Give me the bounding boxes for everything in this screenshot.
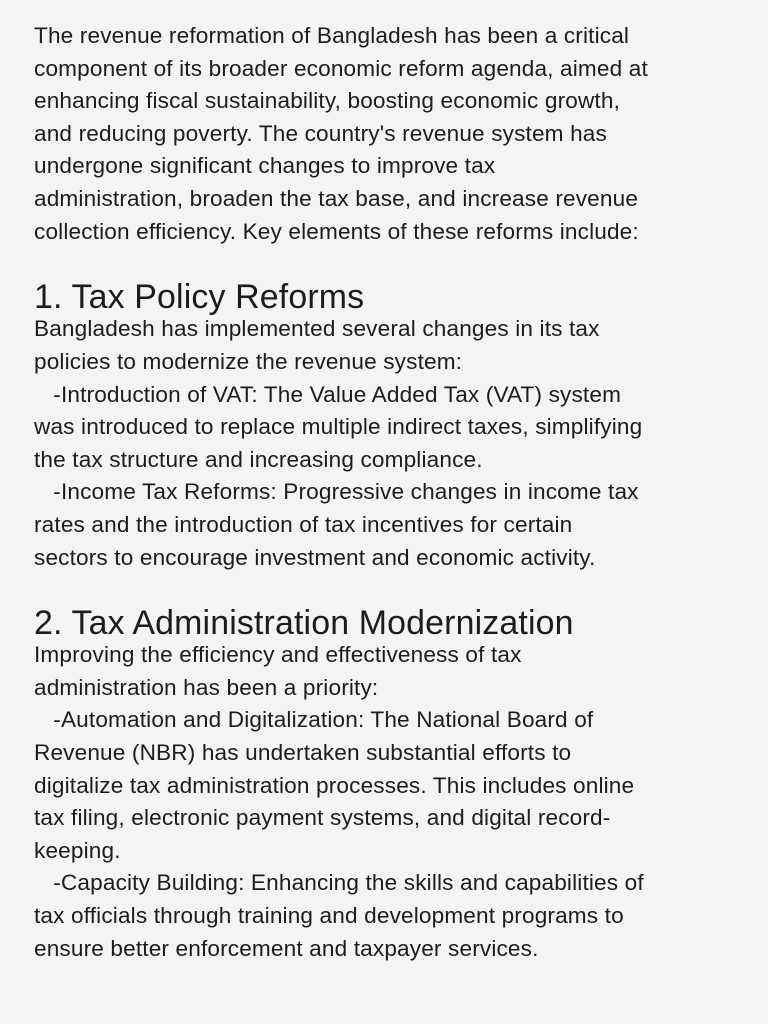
section-tax-administration-modernization <box>34 603 738 966</box>
text-line: rates and the introduction of tax incentives for certain <box>34 511 573 537</box>
bullet-item-vat <box>34 379 738 477</box>
text-line: keeping. <box>34 837 121 863</box>
text-line: -Introduction of VAT: The Value Added Tax (VAT) system <box>34 381 622 407</box>
text-line: -Automation and Digitalization: The National Board of <box>34 707 594 733</box>
text-line: policies to modernize the revenue system: <box>34 348 463 374</box>
section-lead <box>34 313 738 378</box>
text-line: and reducing poverty. The country's revenue system has <box>34 120 607 146</box>
text-line: collection efficiency. Key elements of these reforms include: <box>34 218 639 244</box>
bullet-item-automation <box>34 704 738 867</box>
text-line: tax officials through training and development programs to <box>34 903 624 929</box>
text-line: tax filing, electronic payment systems, and digital record- <box>34 805 611 831</box>
text-line: administration, broaden the tax base, and increase revenue <box>34 185 639 211</box>
text-line: was introduced to replace multiple indirect taxes, simplifying <box>34 414 643 440</box>
paragraph-spacer <box>34 248 738 281</box>
section-tax-policy-reforms <box>34 277 738 574</box>
text-line: Bangladesh has implemented several changes in its tax <box>34 316 600 342</box>
text-line: -Capacity Building: Enhancing the skills and capabilities of <box>34 870 644 896</box>
paragraph-spacer <box>34 574 738 607</box>
text-line: enhancing fiscal sustainability, boosting economic growth, <box>34 88 620 114</box>
bullet-item-capacity-building <box>34 867 738 965</box>
text-line: The revenue reformation of Bangladesh has been a critical <box>34 23 630 48</box>
section-heading: 1. Tax Policy Reforms <box>34 277 365 316</box>
text-line: -Income Tax Reforms: Progressive changes in income tax <box>34 479 639 505</box>
text-line: ensure better enforcement and taxpayer services. <box>34 935 539 961</box>
intro-paragraph <box>34 20 738 248</box>
bullet-item-income-tax <box>34 476 738 574</box>
section-lead <box>34 639 738 704</box>
text-line: administration has been a priority: <box>34 674 379 700</box>
text-line: the tax structure and increasing compliance. <box>34 446 483 472</box>
text-line: component of its broader economic reform agenda, aimed at <box>34 55 648 81</box>
text-line: digitalize tax administration processes. This includes online <box>34 772 635 798</box>
section-heading: 2. Tax Administration Modernization <box>34 603 574 642</box>
text-line: sectors to encourage investment and economic activity. <box>34 544 596 570</box>
text-line: undergone significant changes to improve tax <box>34 153 496 179</box>
text-line: Revenue (NBR) has undertaken substantial efforts to <box>34 740 572 766</box>
text-line: Improving the efficiency and effectiveness of tax <box>34 642 522 668</box>
